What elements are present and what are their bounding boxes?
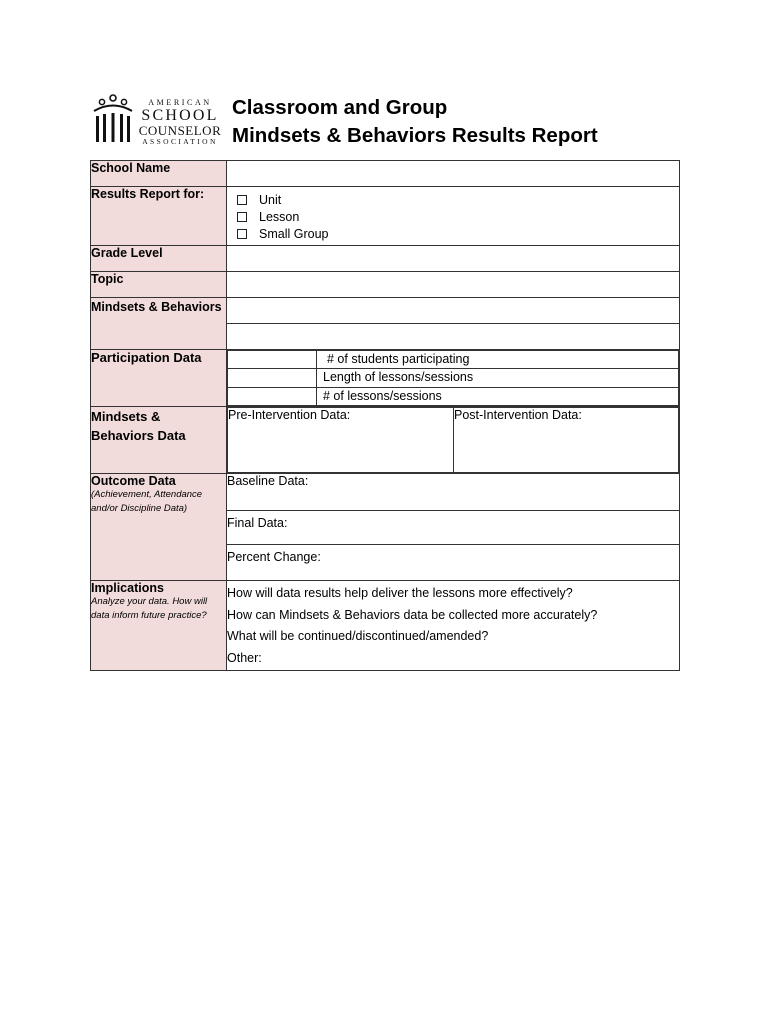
topic-label: Topic bbox=[91, 272, 227, 298]
title-line2: Mindsets & Behaviors Results Report bbox=[232, 124, 598, 147]
session-count-label: # of lessons/sessions bbox=[317, 388, 679, 406]
percent-change-field[interactable]: Percent Change: bbox=[227, 545, 680, 581]
option-label: Small Group bbox=[259, 226, 329, 241]
final-data-field[interactable]: Final Data: bbox=[227, 511, 680, 545]
outcome-data-note: (Achievement, Attendance and/or Discipline Data) bbox=[91, 489, 203, 514]
implication-question: Other: bbox=[227, 650, 262, 665]
outcome-data-title: Outcome Data bbox=[91, 474, 176, 488]
implications-questions[interactable] bbox=[227, 581, 680, 671]
outcome-data-label bbox=[91, 474, 227, 581]
option-lesson[interactable] bbox=[227, 208, 679, 225]
school-name-label: School Name bbox=[91, 161, 227, 187]
report-type-options bbox=[227, 187, 680, 246]
checkbox-icon[interactable] bbox=[237, 229, 247, 239]
checkbox-icon[interactable] bbox=[237, 212, 247, 222]
implication-question: How can Mindsets & Behaviors data be collected more accurately? bbox=[227, 607, 598, 622]
grade-level-field[interactable] bbox=[227, 246, 680, 272]
results-report-form bbox=[90, 160, 680, 671]
session-length-value[interactable] bbox=[228, 369, 317, 388]
participation-table bbox=[227, 350, 679, 406]
logo-line2: SCHOOL bbox=[141, 107, 219, 124]
mindsets-behaviors-field-2[interactable] bbox=[227, 324, 680, 350]
mindsets-behaviors-field-1[interactable] bbox=[227, 298, 680, 324]
mb-data-cell bbox=[227, 407, 680, 474]
logo-line4: ASSOCIATION bbox=[142, 137, 218, 146]
asca-people-icon bbox=[90, 92, 136, 148]
school-name-field[interactable] bbox=[227, 161, 680, 187]
implications-title: Implications bbox=[91, 581, 164, 595]
results-report-for-label: Results Report for: bbox=[91, 187, 227, 246]
session-length-label: Length of lessons/sessions bbox=[317, 369, 679, 388]
baseline-data-field[interactable]: Baseline Data: bbox=[227, 474, 680, 511]
implications-note: Analyze your data. How will data inform future practice? bbox=[91, 596, 208, 621]
mb-data-table bbox=[227, 407, 679, 473]
post-intervention-field[interactable]: Post-Intervention Data: bbox=[454, 408, 679, 473]
participation-data-cell bbox=[227, 350, 680, 407]
title-line1: Classroom and Group bbox=[232, 96, 448, 119]
mindsets-behaviors-label: Mindsets & Behaviors bbox=[91, 298, 227, 350]
checkbox-icon[interactable] bbox=[237, 195, 247, 205]
session-count-value[interactable] bbox=[228, 388, 317, 406]
page-header bbox=[90, 92, 690, 152]
students-participating-value[interactable] bbox=[228, 351, 317, 369]
option-label: Unit bbox=[259, 192, 282, 207]
implication-question: How will data results help deliver the lessons more effectively? bbox=[227, 586, 573, 600]
option-label: Lesson bbox=[259, 209, 300, 224]
topic-field[interactable] bbox=[227, 272, 680, 298]
implications-label bbox=[91, 581, 227, 671]
asca-wordmark bbox=[135, 99, 225, 146]
option-small-group[interactable] bbox=[227, 225, 679, 242]
option-unit[interactable] bbox=[227, 191, 679, 208]
mb-data-label: Mindsets & Behaviors Data bbox=[91, 407, 227, 474]
participation-data-label: Participation Data bbox=[91, 350, 227, 407]
students-participating-label: # of students participating bbox=[317, 351, 679, 369]
page-title bbox=[232, 94, 598, 150]
asca-logo bbox=[90, 92, 224, 148]
implication-question: What will be continued/discontinued/amended? bbox=[227, 629, 489, 643]
grade-level-label: Grade Level bbox=[91, 246, 227, 272]
logo-line3: COUNSELOR bbox=[138, 123, 222, 138]
logo-line1: AMERICAN bbox=[148, 98, 212, 107]
pre-intervention-field[interactable]: Pre-Intervention Data: bbox=[228, 408, 454, 473]
